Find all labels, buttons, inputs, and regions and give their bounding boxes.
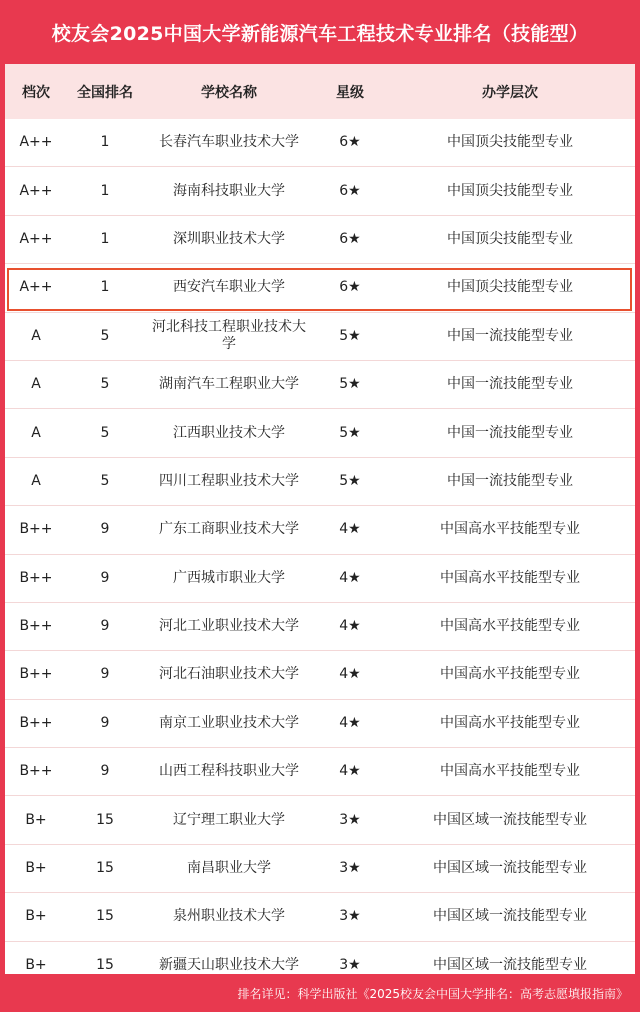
page-title: 校友会2025中国大学新能源汽车工程技术专业排名（技能型）: [51, 22, 589, 45]
rank-cell: 9: [67, 748, 143, 796]
program-level-cell: 中国一流技能型专业: [385, 360, 635, 408]
program-level-cell: 中国高水平技能型专业: [385, 602, 635, 650]
school-name-cell: 泉州职业技术大学: [143, 893, 315, 941]
program-level-cell: 中国顶尖技能型专业: [385, 119, 635, 167]
program-level-cell: 中国区域一流技能型专业: [433, 956, 587, 973]
tier-cell: A: [5, 409, 67, 457]
rank-cell: 9: [67, 651, 143, 699]
tier-cell: B++: [5, 651, 67, 699]
star-cell: 3★: [315, 893, 385, 941]
tier-cell: B+: [5, 893, 67, 941]
school-name-cell: 湖南汽车工程职业大学: [143, 360, 315, 408]
star-cell: 4★: [315, 651, 385, 699]
star-cell: 3★: [315, 844, 385, 892]
rank-cell: 5: [67, 312, 143, 360]
rank-cell: 15: [67, 796, 143, 844]
program-level-cell: 中国区域一流技能型专业: [385, 844, 635, 892]
program-level-cell: 中国一流技能型专业: [385, 457, 635, 505]
table-row: [5, 215, 635, 263]
school-name-cell: 新疆天山职业技术大学: [159, 956, 299, 973]
program-level-cell: 中国高水平技能型专业: [385, 554, 635, 602]
rank-cell: 15: [67, 893, 143, 941]
school-name-cell: 海南科技职业大学: [143, 167, 315, 215]
school-name-cell: 河北工业职业技术大学: [143, 602, 315, 650]
school-name-cell: 河北石油职业技术大学: [143, 651, 315, 699]
rank-cell: 9: [67, 554, 143, 602]
school-name-cell: 深圳职业技术大学: [143, 215, 315, 263]
rank-cell: 1: [67, 119, 143, 167]
rank-cell: 9: [67, 602, 143, 650]
header-national-rank: 全国排名: [67, 64, 143, 119]
table-row: [5, 748, 635, 796]
program-level-cell: 中国顶尖技能型专业: [385, 215, 635, 263]
tier-cell: B+: [25, 956, 47, 973]
star-cell: 4★: [315, 602, 385, 650]
table-row: [5, 312, 635, 360]
header-star-level: 星级: [315, 64, 385, 119]
star-cell: 4★: [315, 506, 385, 554]
rank-cell: 1: [67, 264, 143, 312]
table-row-highlighted: [5, 264, 635, 312]
tier-cell: A++: [5, 215, 67, 263]
school-name-cell: 广东工商职业技术大学: [143, 506, 315, 554]
table-row: [5, 941, 635, 974]
star-cell: 3★: [315, 796, 385, 844]
school-name-cell: 江西职业技术大学: [143, 409, 315, 457]
tier-cell: B++: [5, 748, 67, 796]
program-level-cell: 中国高水平技能型专业: [385, 651, 635, 699]
table-row: [5, 844, 635, 892]
tier-cell: B++: [5, 602, 67, 650]
tier-cell: A++: [5, 119, 67, 167]
table-row: [5, 167, 635, 215]
school-name-cell: 山西工程科技职业大学: [143, 748, 315, 796]
program-level-cell: 中国顶尖技能型专业: [385, 167, 635, 215]
program-level-cell: 中国区域一流技能型专业: [385, 893, 635, 941]
program-level-cell: 中国一流技能型专业: [385, 409, 635, 457]
rank-cell: 5: [67, 360, 143, 408]
school-name-cell: 西安汽车职业大学: [143, 264, 315, 312]
table-row: [5, 457, 635, 505]
table-row: [5, 360, 635, 408]
table-row: [5, 796, 635, 844]
table-body: [5, 119, 635, 974]
star-cell: 6★: [315, 215, 385, 263]
tier-cell: B++: [5, 554, 67, 602]
tier-cell: A: [5, 457, 67, 505]
table-row: [5, 554, 635, 602]
table-header-row: [5, 64, 635, 119]
school-name-cell: 四川工程职业技术大学: [143, 457, 315, 505]
table-row: [5, 893, 635, 941]
table-row: [5, 119, 635, 167]
tier-cell: B+: [5, 844, 67, 892]
school-name-cell: 辽宁理工职业大学: [143, 796, 315, 844]
star-cell: 5★: [315, 409, 385, 457]
program-level-cell: 中国高水平技能型专业: [385, 506, 635, 554]
rank-cell: 9: [67, 699, 143, 747]
program-level-cell: 中国区域一流技能型专业: [385, 796, 635, 844]
source-note: 排名详见：科学出版社《2025校友会中国大学排名：高考志愿填报指南》: [237, 986, 628, 1001]
school-name-cell: 广西城市职业大学: [143, 554, 315, 602]
program-level-cell: 中国顶尖技能型专业: [385, 264, 635, 312]
table-row: [5, 699, 635, 747]
ranking-table: [5, 64, 635, 974]
star-cell: 3★: [339, 956, 361, 973]
table-row: [5, 602, 635, 650]
rank-cell: 1: [67, 167, 143, 215]
star-cell: 6★: [315, 119, 385, 167]
star-cell: 5★: [315, 457, 385, 505]
tier-cell: A: [5, 312, 67, 360]
school-name-cell: 河北科技工程职业技术大学: [143, 312, 315, 360]
star-cell: 4★: [315, 554, 385, 602]
school-name-cell: 南京工业职业技术大学: [143, 699, 315, 747]
header-tier: 档次: [5, 64, 67, 119]
tier-cell: A: [5, 360, 67, 408]
rank-cell: 9: [67, 506, 143, 554]
star-cell: 6★: [315, 264, 385, 312]
program-level-cell: 中国一流技能型专业: [385, 312, 635, 360]
program-level-cell: 中国高水平技能型专业: [385, 699, 635, 747]
rank-cell: 15: [96, 956, 114, 973]
tier-cell: B+: [5, 796, 67, 844]
school-name-cell: 南昌职业大学: [143, 844, 315, 892]
rank-cell: 1: [67, 215, 143, 263]
star-cell: 5★: [315, 312, 385, 360]
table-row: [5, 651, 635, 699]
header-school-name: 学校名称: [143, 64, 315, 119]
header-program-level: 办学层次: [385, 64, 635, 119]
rank-cell: 15: [67, 844, 143, 892]
rank-cell: 5: [67, 457, 143, 505]
program-level-cell: 中国高水平技能型专业: [385, 748, 635, 796]
tier-cell: A++: [5, 167, 67, 215]
star-cell: 5★: [315, 360, 385, 408]
table-row: [5, 409, 635, 457]
rank-cell: 5: [67, 409, 143, 457]
star-cell: 6★: [315, 167, 385, 215]
tier-cell: B++: [5, 506, 67, 554]
school-name-cell: 长春汽车职业技术大学: [143, 119, 315, 167]
table-row: [5, 506, 635, 554]
tier-cell: A++: [5, 264, 67, 312]
tier-cell: B++: [5, 699, 67, 747]
star-cell: 4★: [315, 699, 385, 747]
ranking-table-panel: [5, 64, 635, 974]
star-cell: 4★: [315, 748, 385, 796]
